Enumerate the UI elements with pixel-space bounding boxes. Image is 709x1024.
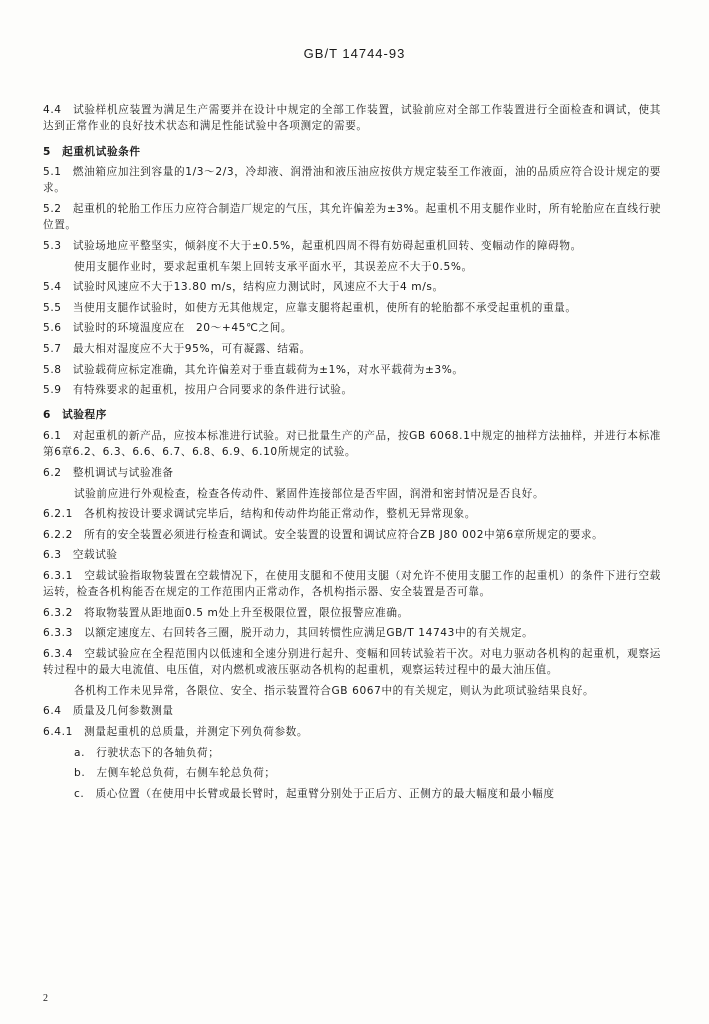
paragraph: b. 左侧车轮总负荷，右侧车轮总负荷；: [74, 767, 276, 780]
paragraph: 6.2.1 各机构按设计要求调试完毕后，结构和传动件均能正常动作，整机无异常现象。: [43, 508, 476, 521]
paragraph: 6.3.4 空载试验应在全程范围内以低速和全速分别进行起升、变幅和回转试验若干次。对电力驱动各机构的起重机，观察运转过程中的最大电流值、电压值，对内燃机或液压驱动各机构的起重机，观察运转过程中的最大油压值。: [43, 647, 661, 677]
paragraph: 使用支腿作业时，要求起重机车架上回转支承平面水平，其误差应不大于0.5%。: [74, 260, 473, 273]
paragraph: 5.9 有特殊要求的起重机，按用户合同要求的条件进行试验。: [43, 384, 353, 397]
paragraph: 5.7 最大相对湿度应不大于95%，可有凝露、结霜。: [43, 342, 311, 355]
paragraph: a. 行驶状态下的各轴负荷；: [74, 746, 220, 759]
paragraph: 4.4 试验样机应装置为满足生产需要并在设计中规定的全部工作装置，试验前应对全部工作装置进行全面检查和调试，使其达到正常作业的良好技术状态和满足性能试验中各项测定的需要。: [43, 104, 661, 133]
paragraph: 5.2 起重机的轮胎工作压力应符合制造厂规定的气压，其允许偏差为±3%。起重机不用支腿作业时，所有轮胎应在直线行驶位置。: [43, 203, 661, 232]
paragraph: 6.3.1 空载试验指取物装置在空载情况下，在使用支腿和不使用支腿（对允许不使用支腿工作的起重机）的条件下进行空载运转，检查各机构能否在规定的工作范围内正常动作，各机构指示器、安全装置是否可靠。: [43, 569, 661, 599]
paragraph: 6.2 整机调试与试验准备: [43, 466, 174, 479]
paragraph: 6.2.2 所有的安全装置必须进行检查和调试。安全装置的设置和调试应符合ZB J80 002中第6章所规定的要求。: [43, 528, 604, 541]
page-number: 2: [43, 993, 48, 1004]
paragraph: 5.3 试验场地应平整坚实，倾斜度不大于±0.5%，起重机四周不得有妨碍起重机回转、变幅动作的障碍物。: [43, 239, 582, 252]
paragraph: 6.4.1 测量起重机的总质量，并测定下列负荷参数。: [43, 726, 309, 739]
paragraph: 6.1 对起重机的新产品，应按本标准进行试验。对已批量生产的产品，按GB 6068.1中规定的抽样方法抽样，并进行本标准第6章6.2、6.3、6.6、6.7、6.8、6.9、6.10所规定的试验。: [43, 430, 661, 459]
paragraph: 6.4 质量及几何参数测量: [43, 705, 174, 718]
paragraph: 6.3 空载试验: [43, 549, 118, 562]
paragraph: 6.3.2 将取物装置从距地面0.5 m处上升至极限位置，限位报警应准确。: [43, 606, 409, 619]
paragraph: 5.8 试验载荷应标定准确，其允许偏差对于垂直载荷为±1%，对水平载荷为±3%。: [43, 363, 464, 376]
section-heading: 5 起重机试验条件: [43, 145, 141, 158]
section-heading: 6 试验程序: [43, 409, 107, 422]
document-body: [43, 102, 661, 806]
paragraph: 试验前应进行外观检查，检查各传动件、紧固件连接部位是否牢固，润滑和密封情况是否良好。: [74, 487, 545, 500]
paragraph: 5.5 当使用支腿作试验时，如使方无其他规定，应靠支腿将起重机，使所有的轮胎都不承受起重机的重量。: [43, 301, 577, 314]
paragraph: 5.4 试验时风速应不大于13.80 m/s，结构应力测试时，风速应不大于4 m/s。: [43, 281, 444, 294]
paragraph: c. 质心位置（在使用中长臂或最长臂时，起重臂分别处于正后方、正侧方的最大幅度和最小幅度: [74, 787, 555, 800]
paragraph: 5.6 试验时的环境温度应在 20～+45℃之间。: [43, 322, 293, 335]
page-header: GB/T 14744-93: [303, 46, 406, 61]
paragraph: 6.3.3 以额定速度左、右回转各三圈，脱开动力，其回转惯性应满足GB/T 14743中的有关规定。: [43, 627, 534, 640]
paragraph: 各机构工作未见异常，各限位、安全、指示装置符合GB 6067中的有关规定，则认为此项试验结果良好。: [74, 684, 595, 697]
paragraph: 5.1 燃油箱应加注到容量的1/3～2/3，冷却液、润滑油和液压油应按供方规定装至工作液面，油的品质应符合设计规定的要求。: [43, 166, 661, 195]
